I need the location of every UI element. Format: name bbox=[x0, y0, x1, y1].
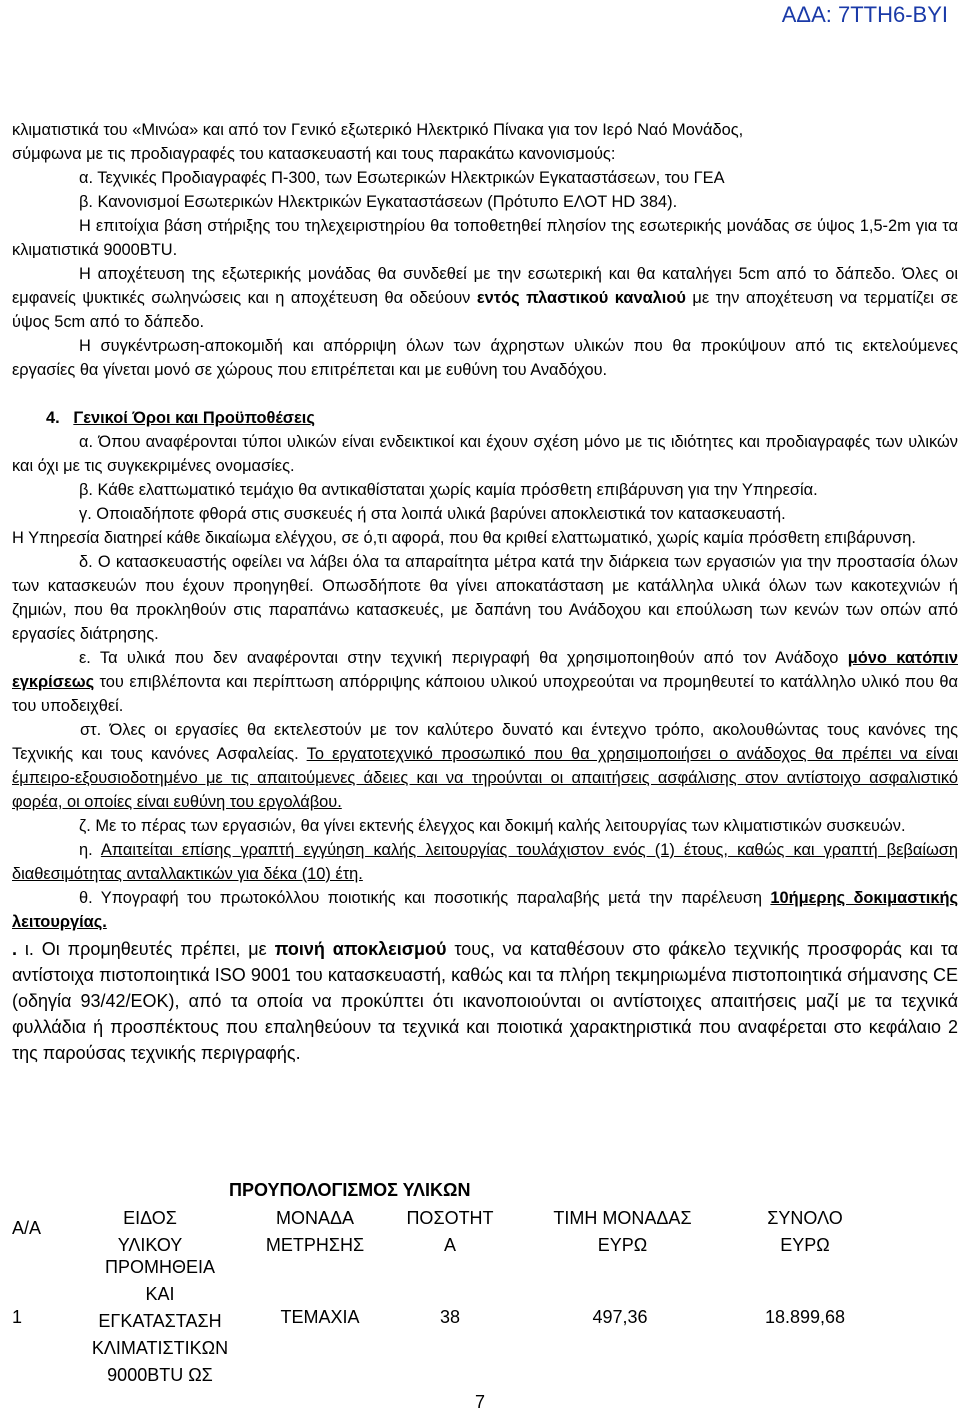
row-total: 18.899,68 bbox=[764, 1307, 846, 1327]
row-aa: 1 bbox=[12, 1307, 23, 1327]
header-aa: Α/Α bbox=[12, 1218, 42, 1238]
bold-exclusion: ποινή αποκλεισμού bbox=[274, 939, 447, 959]
header-kind: ΕΙΔΟΣ ΥΛΙΚΟΥ bbox=[117, 1208, 183, 1255]
bold-trial-period: 10ήμερης δοκιμαστικής λειτουργίας. bbox=[12, 889, 958, 931]
term-i: . ι. Οι προμηθευτές πρέπει, με ποινή αποκλεισμού τους, να καταθέσουν στο φάκελο τεχνικής προσφοράς και τα αντίστοιχα πιστοποιητικά ISO 9001 του κατασκευαστή, καθώς και τα πλήρη τεκμηριωμένα πιστοποιητικά σήμανσης CE (οδηγία 93/42/ΕΟΚ), από τα οποία να προκύπτει ότι ικανοποιούνται οι αντίστοιχες απαιτήσεις μαζί με τα τεχνικά φυλλάδια ή προσπέκτους που επαληθεύουν τα τεχνικά και ποιοτικά χαρακτηριστικά που αναφέρεται στο κεφάλαιο 2 της παρούσας τεχνικής περιγραφής. bbox=[12, 939, 959, 1063]
paragraph-drainage: Η αποχέτευση της εξωτερικής μονάδας θα συνδεθεί με την εσωτερική και θα καταλήγει 5cm από το δάπεδο. Όλες οι εμφανείς ψυκτικές σωληνώσεις και η αποχέτευση θα οδεύουν εντός πλαστικού καναλιού με την αποχέτευση να τερματίζει σε ύψος 5cm από το δάπεδο. bbox=[12, 265, 958, 331]
header-unit: ΜΟΝΑΔΑ ΜΕΤΡΗΣΗΣ bbox=[265, 1208, 365, 1255]
bold-approval: μόνο κατόπιν εγκρίσεως bbox=[12, 649, 958, 691]
term-st: στ. Όλες οι εργασίες θα εκτελεστούν με τον καλύτερο δυνατό και έντεχνο τρόπο, ακολουθώντας τους κανόνες της Τεχνικής και τους κανόνες Ασφαλείας. Το εργατοτεχνικό προσωπικό που θα χρησιμοποιήσει ο ανάδοχος θα πρέπει να είναι έμπειρο-εξουσιοδοτημένο με τις απαιτούμενες άδειες και να τηρούνται οι απαιτήσεις ασφάλισης στον αντίστοιχο ασφαλιστικό φορέα, οι οποίες είναι ευθύνη του εργολάβου. bbox=[12, 721, 958, 811]
term-z: ζ. Με το πέρας των εργασιών, θα γίνει εκτενής έλεγχος και δοκιμή καλής λειτουργίας των κλιματιστικών συσκευών. bbox=[79, 817, 906, 835]
regulation-alpha: α. Τεχνικές Προδιαγραφές Π-300, των Εσωτερικών Ηλεκτρικών Εγκαταστάσεων, του ΓΕΑ bbox=[79, 169, 725, 187]
row-unit: ΤΕΜΑΧΙΑ bbox=[280, 1307, 360, 1327]
paragraph-waste: Η συγκέντρωση-αποκομιδή και απόρριψη όλων των άχρηστων υλικών που θα προκύψουν από τις εκτελούμενες εργασίες θα γίνεται μονό σε χώρους που επιτρέπεται και με ευθύνη του Αναδόχου. bbox=[12, 337, 958, 379]
header-unit-price: ΤΙΜΗ ΜΟΝΑΔΑΣ ΕΥΡΩ bbox=[553, 1208, 692, 1255]
budget-title: ΠΡΟΥΠΟΛΟΓΙΣΜΟΣ ΥΛΙΚΩΝ bbox=[229, 1180, 471, 1200]
term-d: δ. Ο κατασκευαστής οφείλει να λάβει όλα τα απαραίτητα μέτρα κατά την διάρκεια των εργασιών για την προστασία όλων των κατασκευών που έχουν προηγηθεί. Οπωσδήποτε θα γίνει αποκατάσταση με κατάλληλα υλικά όλων των κακοτεχνιών ή ζημιών, που θα προκληθούν στις παραπάνω κατασκευές, με δαπάνη του Ανάδοχου και επούλωση των κενών των οπών από εργασίες διάτρησης. bbox=[12, 553, 958, 643]
regulation-beta: β. Κανονισμοί Εσωτερικών Ηλεκτρικών Εγκαταστάσεων (Πρότυπο ΕΛΟΤ HD 384). bbox=[79, 193, 678, 211]
row-quantity: 38 bbox=[439, 1307, 461, 1327]
section-heading bbox=[12, 406, 958, 430]
header-total: ΣΥΝΟΛΟ ΕΥΡΩ bbox=[767, 1208, 843, 1255]
term-e: ε. Τα υλικά που δεν αναφέρονται στην τεχνική περιγραφή θα χρησιμοποιηθούν από τον Ανάδοχο μόνο κατόπιν εγκρίσεως του επιβλέποντα και περίπτωση απόρριψης κάποιου υλικού υποχρεούται να προμηθευτεί το κατάλληλο υλικό που θα του υποδειχθεί. bbox=[12, 649, 958, 715]
term-c: γ. Οποιαδήποτε φθορά στις συσκευές ή στα λοιπά υλικά βαρύνει αποκλειστικά τον κατασκευαστή. bbox=[79, 505, 786, 523]
document-body bbox=[12, 118, 958, 1066]
row-unit-price: 497,36 bbox=[592, 1307, 648, 1327]
section-number: 4. bbox=[46, 409, 60, 427]
term-eta: η. Απαιτείται επίσης γραπτή εγγύηση καλής λειτουργίας τουλάχιστον ενός (1) έτους, καθώς και γραπτή βεβαίωση διαθεσιμότητας ανταλλακτικών για δέκα (10) έτη. bbox=[12, 841, 958, 883]
underlined-staff: Το εργατοτεχνικό προσωπικό που θα χρησιμοποιήσει ο ανάδοχος θα πρέπει να είναι έμπειρο-εξουσιοδοτημένο με τις απαιτούμενες άδειες και να τηρούνται οι απαιτήσεις ασφάλισης στον αντίστοιχο ασφαλιστικό φορέα, οι οποίες είναι ευθύνη του εργολάβου. bbox=[12, 745, 958, 811]
intro-line: σύμφωνα με τις προδιαγραφές του κατασκευαστή και τους παρακάτω κανονισμούς: bbox=[12, 145, 616, 163]
bold-plastic-duct: εντός πλαστικού καναλιού bbox=[476, 289, 686, 307]
header-quantity: ΠΟΣΟΤΗΤ Α bbox=[406, 1208, 494, 1255]
intro-line: κλιματιστικά του «Μινώα» και από τον Γενικό εξωτερικό Ηλεκτρικό Πίνακα για τον Ιερό Ναό Μονάδος, bbox=[12, 121, 744, 139]
paragraph-remote-base: Η επιτοίχια βάση στήριξης του τηλεχειριστηρίου θα τοποθετηθεί πλησίον της εσωτερικής μονάδας σε ύψος 1,5-2m για τα κλιματιστικά 9000BTU. bbox=[12, 217, 958, 259]
ada-code: ΑΔΑ: 7ΤΤΗ6-ΒΥΙ bbox=[781, 2, 948, 27]
row-kind: ΠΡΟΜΗΘΕΙΑ ΚΑΙ ΕΓΚΑΤΑΣΤΑΣΗ ΚΛΙΜΑΤΙΣΤΙΚΩΝ 9000BTU ΩΣ bbox=[91, 1257, 229, 1385]
term-theta: θ. Υπογραφή του πρωτοκόλλου ποιοτικής και ποσοτικής παραλαβής μετά την παρέλευση 10ήμερης δοκιμαστικής λειτουργίας. bbox=[12, 889, 958, 931]
term-b: β. Κάθε ελαττωματικό τεμάχιο θα αντικαθίσταται χωρίς καμία πρόσθετη επιβάρυνση για την Υπηρεσία. bbox=[79, 481, 818, 499]
term-c-cont: Η Υπηρεσία διατηρεί κάθε δικαίωμα ελέγχου, σε ό,τι αφορά, που θα κριθεί ελαττωματικό, χωρίς καμία πρόσθετη επιβάρυνση. bbox=[12, 529, 916, 547]
underlined-warranty: Απαιτείται επίσης γραπτή εγγύηση καλής λειτουργίας τουλάχιστον ενός (1) έτους, καθώς και γραπτή βεβαίωση διαθεσιμότητας ανταλλακτικών για δέκα (10) έτη. bbox=[12, 841, 958, 883]
section-title: Γενικοί Όροι και Προϋποθέσεις bbox=[73, 409, 315, 427]
term-a: α. Όπου αναφέρονται τύποι υλικών είναι ενδεικτικοί και έχουν σχέση μόνο με τις ιδιότητες και προδιαγραφές των υλικών και όχι με τις συγκεκριμένες ονομασίες. bbox=[12, 433, 958, 475]
page-number: 7 bbox=[474, 1392, 485, 1412]
